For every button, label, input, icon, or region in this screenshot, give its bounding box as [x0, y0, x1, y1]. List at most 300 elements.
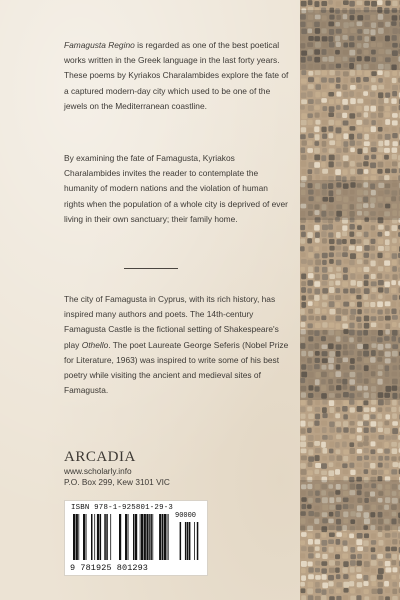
- mosaic-tile: [307, 442, 313, 447]
- mosaic-tile: [350, 588, 355, 593]
- mosaic-tile: [301, 113, 307, 119]
- mosaic-tile: [349, 126, 355, 131]
- mosaic-tile: [300, 421, 305, 427]
- publisher-logo-text: ARCADIA: [64, 449, 136, 465]
- mosaic-tile: [328, 112, 334, 117]
- mosaic-tile: [377, 120, 382, 126]
- mosaic-tile: [321, 442, 326, 448]
- mosaic-tile: [315, 428, 321, 433]
- mosaic-tile: [329, 301, 335, 307]
- mosaic-tile: [357, 302, 362, 308]
- mosaic-tile: [322, 120, 328, 125]
- mosaic-tile: [370, 260, 375, 266]
- mosaic-tile: [391, 246, 396, 251]
- mosaic-tile: [301, 568, 306, 573]
- mosaic-tile: [314, 253, 319, 258]
- mosaic-tile: [301, 400, 306, 405]
- mosaic-tile: [322, 582, 328, 588]
- mosaic-tile: [300, 246, 305, 251]
- mosaic-tile: [377, 554, 383, 559]
- mosaic-tile: [371, 441, 376, 446]
- mosaic-tile: [371, 267, 376, 272]
- mosaic-tile: [322, 238, 327, 243]
- mosaic-tile: [378, 85, 384, 90]
- mosaic-tile: [329, 323, 335, 328]
- mosaic-tile: [343, 582, 349, 588]
- mosaic-tile: [315, 553, 320, 558]
- mosaic-tile: [363, 540, 369, 546]
- mosaic-tile: [357, 560, 362, 565]
- mosaic-tile: [301, 99, 307, 104]
- mosaic-tile: [315, 134, 320, 140]
- mosaic-tile: [321, 532, 326, 537]
- mosaic-tile: [378, 280, 384, 285]
- mosaic-tile: [391, 98, 396, 104]
- mosaic-tile: [349, 442, 354, 447]
- mosaic-tile: [370, 245, 375, 250]
- mosaic-tile: [322, 246, 327, 251]
- mosaic-tile: [329, 589, 334, 594]
- mosaic-tile: [315, 112, 320, 117]
- mosaic-tile: [371, 547, 376, 552]
- mosaic-tile: [301, 588, 306, 593]
- barcode-bars: [71, 514, 201, 562]
- mosaic-tile: [350, 161, 355, 166]
- mosaic-tile: [356, 246, 362, 251]
- mosaic-tile: [342, 84, 347, 90]
- mosaic-tile: [307, 232, 312, 238]
- mosaic-tile: [336, 225, 342, 230]
- mosaic-tile: [336, 77, 341, 82]
- description-paragraph-2: [64, 151, 290, 227]
- mosaic-tile: [308, 169, 313, 174]
- mosaic-tile: [392, 596, 397, 600]
- mosaic-tile: [392, 238, 397, 243]
- mosaic-tile: [308, 175, 313, 180]
- mosaic-tile: [301, 70, 306, 75]
- mosaic-tile: [315, 546, 320, 551]
- mosaic-tile: [364, 260, 369, 265]
- mosaic-tile: [336, 141, 341, 147]
- mosaic-tile: [392, 421, 398, 426]
- paragraph-3-text-after: . The poet Laureate George Seferis (Nobel Prize for Literature, 1963) was inspired to write some of his best poetry while visiting the ancient and medieval sites of Famagusta.: [64, 339, 289, 396]
- mosaic-tile: [356, 120, 362, 125]
- mosaic-tile: [364, 155, 369, 160]
- barcode-bar: [104, 514, 106, 560]
- mosaic-tile: [336, 308, 341, 314]
- mosaic-tile: [370, 99, 376, 105]
- mosaic-tile: [350, 119, 355, 124]
- mosaic-tile: [308, 154, 313, 159]
- mosaic-tile: [350, 302, 355, 307]
- mosaic-tile: [336, 113, 342, 119]
- mosaic-tile: [328, 547, 333, 553]
- mosaic-tile: [307, 127, 313, 132]
- mosaic-tile: [315, 70, 321, 75]
- mosaic-tile: [364, 589, 369, 594]
- mosaic-tile: [371, 126, 376, 132]
- mosaic-tile: [363, 267, 369, 272]
- mosaic-tile: [321, 315, 326, 320]
- mosaic-tile: [349, 315, 355, 320]
- barcode-bar: [162, 514, 164, 560]
- mosaic-tile: [315, 568, 320, 573]
- mosaic-tile: [363, 239, 369, 245]
- mosaic-tile: [356, 232, 362, 237]
- mosaic-tile: [357, 435, 362, 440]
- mosaic-tile: [315, 575, 321, 580]
- mosaic-shade: [300, 480, 400, 530]
- mosaic-tile: [385, 274, 390, 279]
- mosaic-tile: [349, 533, 354, 538]
- mosaic-tile: [357, 225, 362, 230]
- mosaic-tile: [392, 91, 397, 96]
- mosaic-tile: [364, 169, 369, 174]
- mosaic-tile: [384, 127, 389, 132]
- mosaic-tile: [343, 435, 349, 440]
- mosaic-tile: [342, 231, 347, 236]
- mosaic-tile: [343, 133, 348, 139]
- barcode-bar: [144, 514, 146, 560]
- mosaic-tile: [329, 568, 335, 573]
- mosaic-tile: [384, 442, 389, 448]
- mosaic-tile: [370, 134, 375, 139]
- mosaic-tile: [384, 581, 389, 587]
- mosaic-tile: [371, 533, 376, 538]
- mosaic-tile: [357, 406, 363, 412]
- mosaic-tile: [315, 435, 320, 441]
- mosaic-tile: [315, 582, 320, 588]
- mosaic-tile: [357, 323, 362, 329]
- mosaic-tile: [392, 71, 397, 76]
- mosaic-tile: [328, 470, 334, 476]
- mosaic-tile: [343, 246, 348, 251]
- mosaic-tile: [307, 288, 312, 293]
- mosaic-tile: [357, 428, 362, 433]
- mosaic-tile: [378, 400, 384, 406]
- mosaic-tile: [385, 161, 391, 167]
- mosaic-tile: [384, 449, 390, 454]
- mosaic-tile: [343, 561, 348, 567]
- mosaic-tile: [315, 308, 320, 314]
- mosaic-tile: [308, 582, 314, 588]
- mosaic-tile: [343, 456, 348, 462]
- barcode-bar: [106, 514, 108, 560]
- barcode-bar: [159, 514, 161, 560]
- mosaic-tile: [343, 78, 348, 84]
- mosaic-tile: [391, 547, 397, 552]
- mosaic-tile: [336, 239, 341, 245]
- mosaic-tile: [356, 295, 361, 300]
- mosaic-tile: [314, 295, 319, 301]
- mosaic-tile: [350, 253, 356, 259]
- barcode-bar: [135, 514, 137, 560]
- mosaic-tile: [336, 273, 342, 278]
- mosaic-tile: [329, 281, 334, 286]
- mosaic-tile: [385, 533, 391, 538]
- mosaic-tile: [336, 434, 341, 439]
- mosaic-tile: [328, 161, 333, 167]
- mosaic-tile: [342, 113, 347, 118]
- mosaic-tile: [377, 169, 382, 174]
- mosaic-tile: [392, 148, 398, 153]
- mosaic-tile: [343, 147, 348, 152]
- barcode-bar: [91, 514, 93, 560]
- mosaic-tile: [363, 77, 369, 82]
- mosaic-tile: [322, 427, 327, 433]
- mosaic-tile: [392, 575, 397, 580]
- mosaic-tile: [342, 169, 347, 175]
- mosaic-tile: [357, 133, 362, 139]
- mosaic-tile: [322, 322, 327, 327]
- mosaic-tile: [384, 98, 389, 103]
- mosaic-tile: [315, 238, 320, 243]
- mosaic-tile: [300, 322, 305, 327]
- mosaic-tile: [335, 567, 340, 572]
- mosaic-tile: [321, 112, 327, 117]
- barcode-addon-bar: [197, 522, 199, 560]
- mosaic-tile: [301, 281, 306, 286]
- mosaic-tile: [350, 575, 355, 581]
- mosaic-tile: [315, 463, 321, 468]
- mosaic-tile: [328, 0, 333, 5]
- mosaic-tile: [342, 239, 347, 244]
- mosaic-tile: [349, 463, 354, 468]
- mosaic-tile: [378, 421, 383, 426]
- mosaic-tile: [336, 574, 341, 579]
- mosaic-tile: [392, 133, 397, 138]
- mosaic-tile: [371, 456, 376, 461]
- mosaic-tile: [370, 421, 376, 426]
- mosaic-tile: [385, 301, 391, 306]
- mosaic-tile: [301, 575, 306, 580]
- mosaic-tile: [342, 225, 347, 231]
- mosaic-tile: [357, 554, 362, 559]
- mosaic-tile: [392, 1, 397, 7]
- mosaic-tile: [301, 428, 306, 434]
- mosaic-shade: [300, 180, 400, 220]
- mosaic-tile: [329, 78, 335, 83]
- mosaic-tile: [384, 428, 390, 434]
- mosaic-tile: [378, 225, 384, 230]
- mosaic-tile: [329, 455, 335, 461]
- mosaic-tile: [336, 455, 342, 461]
- mosaic-tile: [378, 546, 383, 552]
- mosaic-tile: [377, 70, 382, 75]
- mosaic-tile: [343, 259, 349, 264]
- mosaic-tile: [377, 588, 382, 594]
- mosaic-tile: [343, 267, 348, 273]
- mosaic-tile: [384, 140, 389, 146]
- mosaic-tile: [349, 400, 354, 405]
- mosaic-tile: [301, 315, 306, 321]
- barcode-bar: [76, 514, 78, 560]
- mosaic-tile: [377, 232, 382, 237]
- mosaic-tile: [385, 414, 390, 419]
- mosaic-tile: [300, 414, 305, 419]
- mosaic-tile: [385, 596, 390, 600]
- mosaic-tile: [356, 595, 361, 600]
- mosaic-tile: [350, 560, 356, 566]
- mosaic-tile: [336, 267, 341, 272]
- mosaic-tile: [385, 231, 390, 236]
- mosaic-tile: [315, 561, 320, 566]
- mosaic-tile: [363, 119, 369, 125]
- mosaic-tile: [301, 169, 306, 174]
- mosaic-tile: [336, 1, 342, 6]
- barcode-addon-bar: [189, 522, 191, 560]
- mosaic-tile: [322, 84, 327, 89]
- mosaic-tile: [378, 127, 383, 132]
- mosaic-tile: [315, 533, 320, 539]
- mosaic-tile: [307, 407, 312, 412]
- mosaic-tile: [301, 232, 306, 238]
- mosaic-tile: [321, 1, 327, 6]
- barcode-bar: [110, 514, 111, 560]
- mosaic-tile: [371, 239, 376, 244]
- mosaic-tile: [371, 309, 376, 314]
- mosaic-tile: [329, 70, 334, 75]
- mosaic-tile: [349, 91, 354, 97]
- mosaic-tile: [322, 70, 328, 75]
- mosaic-tile: [392, 582, 397, 587]
- mosaic-tile: [370, 463, 375, 469]
- mosaic-tile: [322, 288, 328, 294]
- mosaic-tile: [300, 267, 305, 272]
- mosaic-tile: [392, 253, 398, 259]
- mosaic-tile: [301, 78, 307, 83]
- mosaic-tile: [343, 595, 348, 600]
- mosaic-tile: [350, 267, 355, 273]
- mosaic-tile: [329, 239, 335, 244]
- mosaic-tile: [322, 399, 327, 404]
- mosaic-tile: [391, 225, 397, 231]
- mosaic-tile: [343, 400, 349, 406]
- mosaic-tile: [328, 413, 333, 418]
- mosaic-tile: [349, 434, 355, 439]
- mosaic-tile: [378, 435, 384, 440]
- mosaic-tile: [378, 134, 383, 139]
- mosaic-tile: [342, 323, 348, 328]
- mosaic-tile: [343, 588, 348, 593]
- mosaic-tile: [392, 260, 397, 265]
- mosaic-tile: [350, 148, 355, 153]
- mosaic-tile: [350, 309, 356, 315]
- mosaic-tile: [343, 414, 348, 419]
- mosaic-tile: [357, 456, 363, 461]
- mosaic-tile: [307, 260, 313, 265]
- mosaic-tile: [363, 441, 369, 446]
- mosaic-tile: [342, 281, 348, 287]
- mosaic-tile: [322, 274, 328, 280]
- mosaic-tile: [364, 112, 369, 117]
- mosaic-tile: [371, 568, 376, 573]
- mosaic-tile: [329, 295, 334, 300]
- mosaic-tile: [307, 280, 313, 286]
- mosaic-tile: [364, 407, 370, 412]
- mosaic-tile: [392, 106, 397, 111]
- mosaic-tile: [315, 120, 320, 125]
- mosaic-tile: [349, 581, 354, 586]
- barcode-bar: [140, 514, 141, 560]
- mosaic-tile: [371, 169, 376, 174]
- mosaic-tile: [385, 119, 390, 125]
- mosaic-tile: [328, 232, 333, 237]
- mosaic-tile: [308, 273, 314, 278]
- mosaic-tile: [378, 456, 383, 461]
- mosaic-tile: [392, 400, 397, 406]
- mosaic-tile: [377, 253, 382, 259]
- mosaic-tile: [385, 246, 390, 251]
- mosaic-tile: [308, 133, 314, 138]
- mosaic-tile: [335, 469, 340, 475]
- mosaic-tile: [314, 105, 320, 110]
- mosaic-tile: [371, 434, 376, 439]
- mosaic-tile: [350, 295, 355, 300]
- mosaic-tile: [363, 581, 368, 586]
- mosaic-tile: [391, 169, 396, 174]
- mosaic-tile: [343, 469, 349, 474]
- mosaic-tile: [378, 532, 383, 537]
- mosaic-tile: [357, 148, 362, 154]
- mosaic-tile: [377, 574, 383, 579]
- mosaic-tile: [350, 78, 355, 83]
- mosaic-tile: [321, 421, 327, 426]
- mosaic-tile: [350, 239, 356, 244]
- mosaic-tile: [392, 428, 398, 434]
- mosaic-tile: [349, 224, 354, 230]
- mosaic-tile: [328, 267, 333, 273]
- mosaic-tile: [307, 428, 312, 433]
- mosaic-tile: [308, 309, 313, 314]
- mosaic-tile: [357, 309, 362, 314]
- mosaic-tile: [329, 140, 335, 145]
- mosaic-tile: [329, 259, 334, 264]
- mosaic-tile: [377, 413, 382, 419]
- mosaic-tile: [392, 85, 398, 91]
- mosaic-tile: [321, 561, 327, 566]
- mosaic-tile: [378, 323, 383, 328]
- mosaic-tile: [357, 70, 362, 75]
- mosaic-tile: [308, 120, 313, 126]
- mosaic-tile: [343, 288, 348, 293]
- mosaic-tile: [349, 539, 355, 544]
- mosaic-tile: [336, 323, 341, 329]
- mosaic-tile: [329, 532, 335, 537]
- mosaic-tile: [350, 288, 356, 293]
- mosaic-tile: [321, 231, 326, 237]
- mosaic-tile: [378, 176, 384, 181]
- mosaic-tile: [343, 302, 349, 307]
- mosaic-tile: [384, 155, 389, 160]
- mosaic-tile: [336, 449, 341, 454]
- mosaic-tile: [307, 400, 312, 405]
- mosaic-tile: [335, 561, 340, 566]
- mosaic-tile: [315, 539, 321, 544]
- mosaic-tile: [371, 281, 377, 286]
- mosaic-tile: [329, 427, 335, 433]
- mosaic-tile: [329, 421, 334, 427]
- barcode-bar: [86, 514, 87, 560]
- mosaic-tile: [322, 574, 327, 579]
- mosaic-tile: [335, 413, 340, 418]
- mosaic-tile: [371, 322, 376, 327]
- mosaic-tile: [356, 589, 361, 594]
- mosaic-tile: [314, 420, 319, 425]
- mosaic-tile: [335, 316, 341, 322]
- mosaic-tile: [364, 253, 369, 258]
- mosaic-tile: [384, 71, 389, 77]
